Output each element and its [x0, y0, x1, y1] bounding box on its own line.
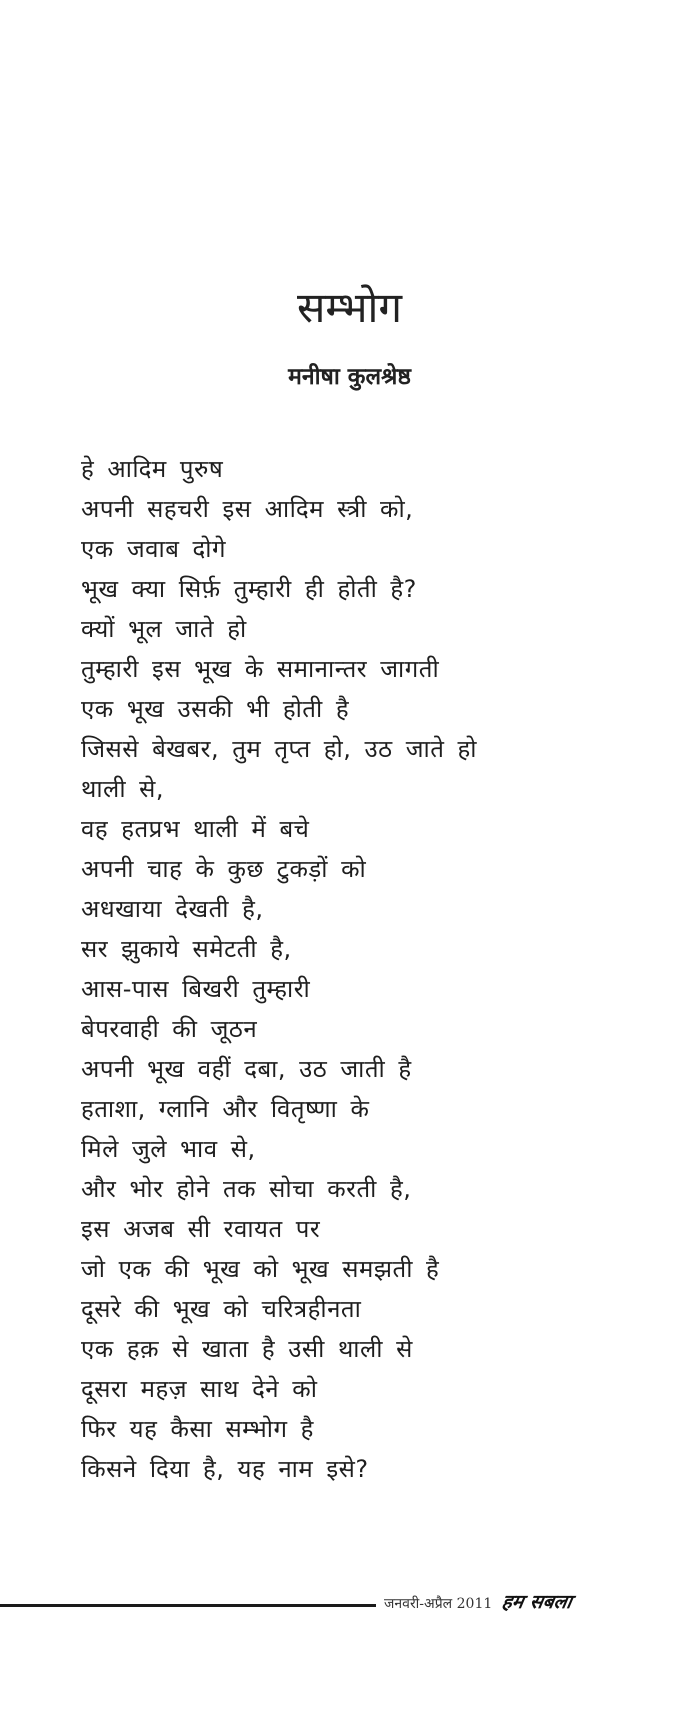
poem-line: और भोर होने तक सोचा करती है, [81, 1175, 412, 1203]
poem-line: दूसरा महज़ साथ देने को [81, 1375, 318, 1403]
poem-line: अपनी सहचरी इस आदिम स्त्री को, [81, 495, 414, 523]
poem-line: थाली से, [81, 775, 165, 803]
magazine-logo: हम सबला [500, 1591, 574, 1613]
poem-line: इस अजब सी रवायत पर [81, 1215, 321, 1243]
poem-line: दूसरे की भूख को चरित्रहीनता [81, 1295, 362, 1323]
poem-line: बेपरवाही की जूठन [81, 1015, 258, 1043]
issue-date: जनवरी-अप्रैल 2011 [384, 1596, 493, 1612]
poem-line: तुम्हारी इस भूख के समानान्तर जागती [81, 655, 440, 683]
poem-line: एक हक़ से खाता है उसी थाली से [81, 1335, 413, 1363]
poem-line: वह हतप्रभ थाली में बचे [81, 815, 310, 843]
poem-line: किसने दिया है, यह नाम इसे? [81, 1455, 369, 1483]
poem-line: सर झुकाये समेटती है, [81, 935, 292, 963]
poem-line: एक जवाब दोगे [81, 535, 227, 563]
poem-line: क्यों भूल जाते हो [81, 615, 247, 643]
poem-title: सम्भोग [296, 283, 403, 332]
poem-line: फिर यह कैसा सम्भोग है [81, 1415, 314, 1443]
poem-line: अपनी चाह के कुछ टुकड़ों को [81, 855, 367, 883]
poem-line: मिले जुले भाव से, [81, 1135, 256, 1163]
footer-rule [0, 1604, 376, 1607]
poem-line: अपनी भूख वहीं दबा, उठ जाती है [81, 1055, 412, 1083]
poem-line: भूख क्या सिर्फ़ तुम्हारी ही होती है? [81, 575, 417, 603]
poem-body [81, 449, 477, 1489]
poem-line: एक भूख उसकी भी होती है [81, 695, 350, 723]
poem-line: जो एक की भूख को भूख समझती है [81, 1255, 440, 1283]
poem-line: हे आदिम पुरुष [81, 455, 224, 483]
author-name: मनीषा कुलश्रेष्ठ [288, 364, 411, 390]
poem-line: हताशा, ग्लानि और वितृष्णा के [81, 1095, 370, 1123]
poem-line: जिससे बेखबर, तुम तृप्त हो, उठ जाते हो [81, 735, 477, 763]
poem-line: अधखाया देखती है, [81, 895, 264, 923]
poem-line: आस-पास बिखरी तुम्हारी [81, 975, 311, 1003]
